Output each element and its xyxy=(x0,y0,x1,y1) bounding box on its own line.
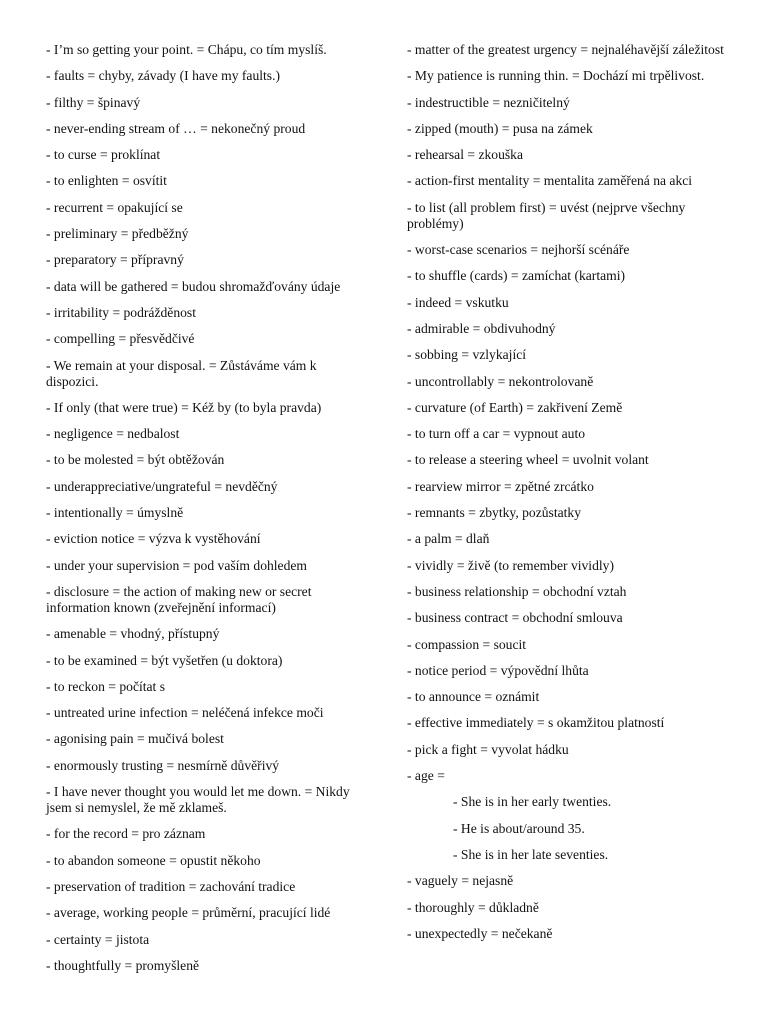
vocab-entry: - compelling = přesvědčivé xyxy=(46,331,195,347)
right-column xyxy=(407,42,729,952)
vocab-entry: - indeed = vskutku xyxy=(407,294,509,310)
vocab-entry: - enormously trusting = nesmírně důvěřivý xyxy=(46,757,280,773)
vocab-entry: - negligence = nedbalost xyxy=(46,426,180,442)
vocab-entry: - action-first mentality = mentalita zaměřená na akci xyxy=(407,173,693,189)
vocab-entry: - matter of the greatest urgency = nejnaléhavější záležitost xyxy=(407,42,724,57)
vocab-entry: - eviction notice = výzva k vystěhování xyxy=(46,531,261,547)
vocab-entry: - unexpectedly = nečekaně xyxy=(407,925,553,941)
vocab-entry: - preliminary = předběžný xyxy=(46,226,189,242)
vocab-entry: - recurrent = opakující se xyxy=(46,199,183,215)
vocab-entry: - We remain at your disposal. = Zůstáváme vám k dispozici. xyxy=(46,357,317,389)
vocab-entry: - vaguely = nejasně xyxy=(407,873,514,889)
vocab-entry: - to be molested = být obtěžován xyxy=(46,452,225,468)
vocab-entry: - average, working people = průměrní, pracující lidé xyxy=(46,905,331,921)
vocab-entry: - admirable = obdivuhodný xyxy=(407,320,556,336)
vocab-entry: - I’m so getting your point. = Chápu, co tím myslíš. xyxy=(46,42,327,57)
vocab-entry: - My patience is running thin. = Dochází mi trpělivost. xyxy=(407,68,705,84)
vocab-entry: - to be examined = být vyšetřen (u doktora) xyxy=(46,652,283,668)
vocab-entry: - curvature (of Earth) = zakřivení Země xyxy=(407,399,623,415)
vocab-entry: - to list (all problem first) = uvést (nejprve všechny problémy) xyxy=(407,199,686,231)
vocab-entry: - thoroughly = důkladně xyxy=(407,899,539,915)
vocab-entry: - irritability = podrážděnost xyxy=(46,304,196,320)
vocab-entry: - business relationship = obchodní vztah xyxy=(407,583,627,599)
vocab-entry: - agonising pain = mučivá bolest xyxy=(46,731,224,747)
vocab-entry: - underappreciative/ungrateful = nevděčný xyxy=(46,478,278,494)
vocab-entry: - effective immediately = s okamžitou platností xyxy=(407,715,665,731)
vocab-entry: - to turn off a car = vypnout auto xyxy=(407,426,586,442)
vocab-entry: - worst-case scenarios = nejhorší scénáře xyxy=(407,242,630,258)
vocab-entry: - certainty = jistota xyxy=(46,931,150,947)
vocab-entry: - faults = chyby, závady (I have my faults.) xyxy=(46,68,281,84)
vocab-entry: - notice period = výpovědní lhůta xyxy=(407,662,589,678)
vocab-entry: - compassion = soucit xyxy=(407,636,527,652)
vocab-entry: - amenable = vhodný, přístupný xyxy=(46,626,220,642)
vocab-entry: - to reckon = počítat s xyxy=(46,678,166,694)
vocab-entry: - to curse = proklínat xyxy=(46,147,161,163)
vocab-example: - He is about/around 35. xyxy=(453,820,585,836)
vocab-entry: - sobbing = vzlykající xyxy=(407,347,527,363)
vocab-entry: - to release a steering wheel = uvolnit volant xyxy=(407,452,649,468)
vocab-entry: - uncontrollably = nekontrolovaně xyxy=(407,373,594,389)
vocab-entry: - intentionally = úmyslně xyxy=(46,505,184,521)
vocab-example: - She is in her late seventies. xyxy=(453,846,609,862)
vocab-entry: - untreated urine infection = neléčená infekce moči xyxy=(46,705,324,721)
vocab-entry: - to shuffle (cards) = zamíchat (kartami) xyxy=(407,268,626,284)
vocab-entry: - data will be gathered = budou shromažďovány údaje xyxy=(46,278,341,294)
vocab-entry: - disclosure = the action of making new or secret information known (zveřejnění informací) xyxy=(46,583,312,615)
vocab-example: - She is in her early twenties. xyxy=(453,794,612,810)
vocab-entry: - business contract = obchodní smlouva xyxy=(407,610,623,626)
vocab-entry: - remnants = zbytky, pozůstatky xyxy=(407,505,582,521)
vocab-entry: - preparatory = přípravný xyxy=(46,252,184,268)
vocab-entry: - to abandon someone = opustit někoho xyxy=(46,852,261,868)
vocab-entry: - zipped (mouth) = pusa na zámek xyxy=(407,120,593,136)
vocab-entry: - to announce = oznámit xyxy=(407,689,540,705)
left-column xyxy=(46,42,364,984)
vocab-entry: - age = xyxy=(407,768,445,784)
vocab-entry: - rehearsal = zkouška xyxy=(407,147,523,163)
vocab-entry: - a palm = dlaň xyxy=(407,531,490,547)
vocab-entry: - filthy = špinavý xyxy=(46,94,141,110)
vocab-entry: - If only (that were true) = Kéž by (to byla pravda) xyxy=(46,399,322,415)
vocab-entry: - for the record = pro záznam xyxy=(46,826,206,842)
vocab-entry: - thoughtfully = promyšleně xyxy=(46,957,200,973)
vocab-entry: - pick a fight = vyvolat hádku xyxy=(407,741,569,757)
vocab-entry: - never-ending stream of … = nekonečný proud xyxy=(46,120,306,136)
vocab-entry: - vividly = živě (to remember vividly) xyxy=(407,557,614,573)
vocab-entry: - preservation of tradition = zachování tradice xyxy=(46,878,296,894)
vocab-entry: - rearview mirror = zpětné zrcátko xyxy=(407,478,594,494)
vocab-entry: - indestructible = nezničitelný xyxy=(407,94,570,110)
vocab-entry: - to enlighten = osvítit xyxy=(46,173,167,189)
vocab-entry: - under your supervision = pod vaším dohledem xyxy=(46,557,307,573)
vocab-entry: - I have never thought you would let me down. = Nikdy jsem si nemyslel, že mě zklameš. xyxy=(46,784,350,816)
